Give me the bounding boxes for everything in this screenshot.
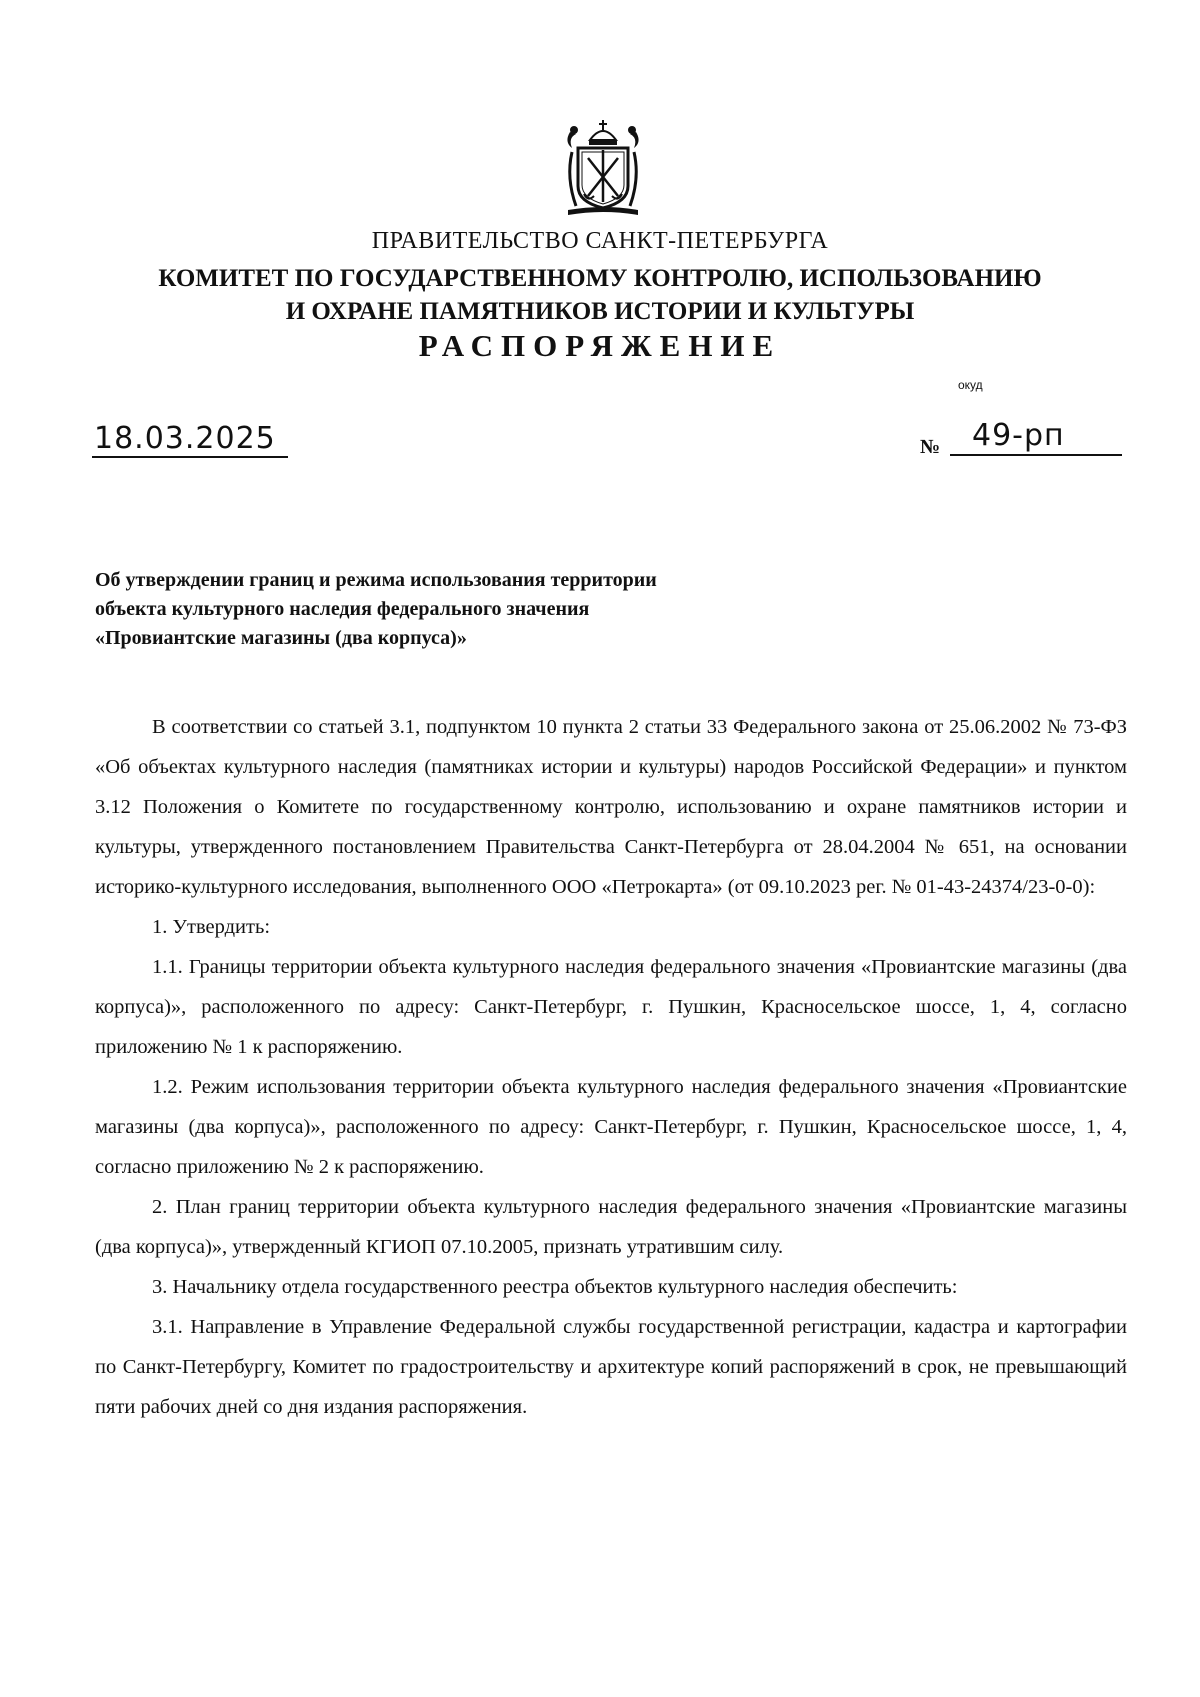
- document-type-title: РАСПОРЯЖЕНИЕ: [418, 328, 782, 363]
- body-paragraph-preamble: В соответствии со статьей 3.1, подпунктом 10 пункта 2 статьи 33 Федерального закона от 25.06.2002 № 73-ФЗ «Об объектах культурного наследия (памятниках истории и культуры) народов Российской Федерации» и пунктом 3.12 Положения о Комитете по государственному контролю, использованию и охране памятников истории и культуры, утвержденного постановлением Правительства Санкт-Петербурга от 28.04.2004 № 651, на основании историко-культурного исследования, выполненного ООО «Петрокарта» (от 09.10.2023 рег. № 01-43-24374/23-0-0):: [95, 716, 1127, 898]
- committee-name-line-1: КОМИТЕТ ПО ГОСУДАРСТВЕННОМУ КОНТРОЛЮ, ИСПОЛЬЗОВАНИЮ: [158, 265, 1042, 292]
- body-paragraph-item-3: 3. Начальнику отдела государственного реестра объектов культурного наследия обеспечить:: [152, 1276, 958, 1298]
- committee-name-line-2: И ОХРАНЕ ПАМЯТНИКОВ ИСТОРИИ И КУЛЬТУРЫ: [285, 298, 915, 325]
- coat-of-arms-emblem: [562, 118, 644, 218]
- document-body: [95, 707, 1127, 1427]
- document-number: 49-рп: [950, 418, 1122, 456]
- body-paragraph-item-1-1: 1.1. Границы территории объекта культурного наследия федерального значения «Провиантские магазины (два корпуса)», расположенного по адресу: Санкт-Петербург, г. Пушкин, Красносельское шоссе, 1, 4, согласно приложению № 1 к распоряжению.: [95, 956, 1127, 1058]
- subject-line: Об утверждении границ и режима использования территории: [95, 569, 657, 591]
- document-date: 18.03.2025: [92, 422, 288, 458]
- body-paragraph-item-1: 1. Утвердить:: [152, 916, 271, 938]
- subject-line: объекта культурного наследия федерального значения: [95, 598, 590, 620]
- committee-name: [0, 262, 1200, 328]
- body-paragraph-item-2: 2. План границ территории объекта культурного наследия федерального значения «Провиантские магазины (два корпуса)», утвержденный КГИОП 07.10.2005, признать утратившим силу.: [95, 1196, 1127, 1258]
- body-paragraph-item-3-1: 3.1. Направление в Управление Федеральной службы государственной регистрации, кадастра и картографии по Санкт-Петербургу, Комитет по градостроительству и архитектуре копий распоряжений в срок, не превышающий пяти рабочих дней со дня издания распоряжения.: [95, 1316, 1127, 1418]
- document-number-label: №: [920, 436, 941, 458]
- government-name: ПРАВИТЕЛЬСТВО САНКТ-ПЕТЕРБУРГА: [371, 228, 829, 254]
- okud-label: окуд: [958, 378, 983, 392]
- document-subject: [95, 566, 895, 653]
- body-paragraph-item-1-2: 1.2. Режим использования территории объекта культурного наследия федерального значения «Провиантские магазины (два корпуса)», расположенного по адресу: Санкт-Петербург, г. Пушкин, Красносельское шоссе, 1, 4, согласно приложению № 2 к распоряжению.: [95, 1076, 1127, 1178]
- subject-line: «Провиантские магазины (два корпуса)»: [95, 627, 467, 649]
